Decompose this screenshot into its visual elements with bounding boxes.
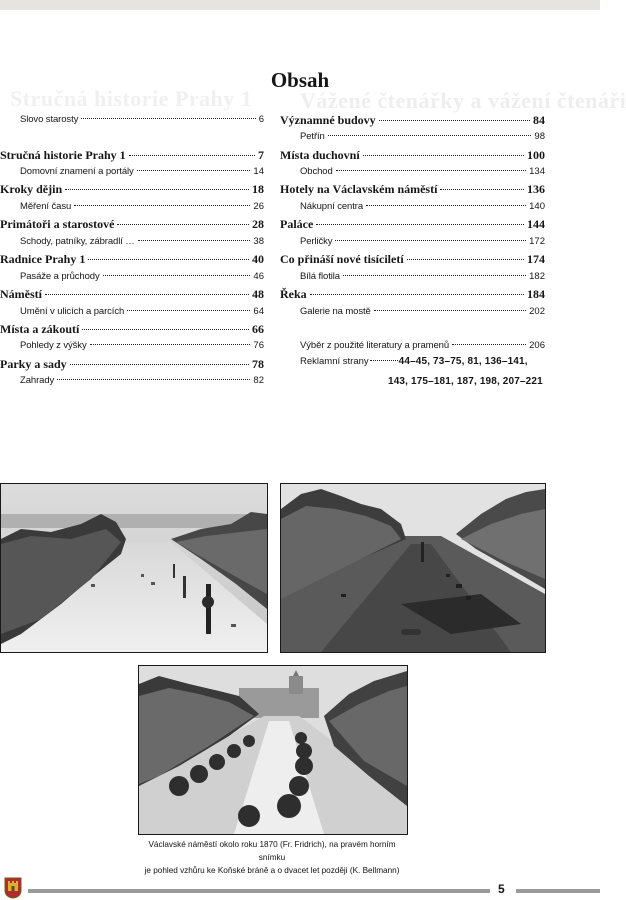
toc-entry-label: Parky a sady xyxy=(0,357,67,371)
toc-entry[interactable] xyxy=(300,201,545,212)
leader-dots xyxy=(117,224,249,225)
toc-entry[interactable] xyxy=(20,114,264,125)
toc-entry[interactable] xyxy=(0,357,264,372)
toc-entry[interactable] xyxy=(0,182,264,197)
toc-entry[interactable] xyxy=(20,271,264,282)
toc-entry[interactable] xyxy=(280,287,545,302)
toc-entry[interactable] xyxy=(280,252,545,267)
toc-entry-page: 184 xyxy=(527,287,545,301)
toc-entry[interactable] xyxy=(20,340,264,351)
toc-entry-label: Co přináší nové tisíciletí xyxy=(280,252,404,266)
leader-dots xyxy=(452,344,526,345)
leader-dots xyxy=(440,189,524,190)
toc-entry-page: 84 xyxy=(533,113,545,127)
toc-entry[interactable] xyxy=(280,217,545,232)
reklamni-label: Reklamní strany xyxy=(300,356,369,367)
toc-entry[interactable] xyxy=(300,166,545,177)
show-through-text-left: Stručná historie Prahy 1 xyxy=(10,86,253,111)
leader-dots xyxy=(366,205,526,206)
leader-dots xyxy=(343,275,526,276)
toc-entry[interactable] xyxy=(20,306,264,317)
toc-entry-label: Náměstí xyxy=(0,287,42,301)
toc-entry-label: Měření času xyxy=(20,201,72,212)
toc-entry-page: 82 xyxy=(253,375,264,386)
toc-entry[interactable] xyxy=(300,271,545,282)
toc-entry-label: Významné budovy xyxy=(280,113,376,127)
leader-dots xyxy=(82,329,249,330)
toc-entry-label: Petřín xyxy=(300,131,325,142)
leader-dots xyxy=(57,379,250,380)
leader-dots xyxy=(310,294,524,295)
toc-entry-label: Domovní znamení a portály xyxy=(20,166,134,177)
toc-entry-label: Řeka xyxy=(280,287,307,301)
toc-entry-label: Stručná historie Prahy 1 xyxy=(0,148,126,162)
prague-coat-of-arms-icon xyxy=(4,877,22,899)
toc-entry-label: Místa a zákoutí xyxy=(0,322,80,336)
toc-entry-label: Umění v ulicích a parcích xyxy=(20,306,125,317)
toc-entry[interactable] xyxy=(0,148,264,163)
leader-dots xyxy=(363,155,524,156)
toc-entry[interactable] xyxy=(0,252,264,267)
leader-dots xyxy=(335,240,526,241)
leader-dots xyxy=(45,294,249,295)
toc-entry-label: Hotely na Václavském náměstí xyxy=(280,182,438,196)
toc-entry-label: Schody, patníky, zábradlí … xyxy=(20,236,135,247)
show-through-text-right: Vážené čtenářky a vážení čtenáři xyxy=(300,88,626,113)
toc-entry-label: Pohledy z výšky xyxy=(20,340,87,351)
toc-entry-label: Zahrady xyxy=(20,375,55,386)
toc-entry-page: 40 xyxy=(252,252,264,266)
toc-entry-label: Perličky xyxy=(300,236,333,247)
leader-dots xyxy=(370,360,398,361)
toc-entry-page: 206 xyxy=(529,340,545,351)
top-edge-band xyxy=(0,0,600,10)
leader-dots xyxy=(103,275,251,276)
toc-entry[interactable] xyxy=(20,166,264,177)
toc-entry-page: 38 xyxy=(253,236,264,247)
leader-dots xyxy=(88,259,249,260)
toc-entry-label: Kroky dějin xyxy=(0,182,63,196)
leader-dots xyxy=(379,120,530,121)
leader-dots xyxy=(316,224,524,225)
toc-entry-label: Výběr z použité literatury a pramenů xyxy=(300,340,450,351)
toc-entry[interactable] xyxy=(0,217,264,232)
historic-photo-square-right xyxy=(280,483,546,653)
toc-entry-label: Obchod xyxy=(300,166,333,177)
leader-dots xyxy=(129,155,255,156)
toc-entry[interactable] xyxy=(280,113,545,128)
photo-caption xyxy=(138,838,406,877)
toc-entry-page: 100 xyxy=(527,148,545,162)
leader-dots xyxy=(407,259,524,260)
toc-entry-page: 18 xyxy=(252,182,264,196)
toc-entry-label: Místa duchovní xyxy=(280,148,360,162)
toc-entry-page: 66 xyxy=(252,322,264,336)
reklamni-pages-line1: 44–45, 73–75, 81, 136–141, xyxy=(398,356,528,367)
leader-dots xyxy=(336,170,526,171)
footer-rule-right xyxy=(516,889,600,893)
toc-entry-label: Primátoři a starostové xyxy=(0,217,115,231)
toc-entry-page: 172 xyxy=(529,236,545,247)
historic-photo-square-left xyxy=(0,483,268,653)
toc-entry-page: 78 xyxy=(252,357,264,371)
leader-dots xyxy=(90,344,251,345)
toc-entry[interactable] xyxy=(0,287,264,302)
toc-entry-page: 28 xyxy=(252,217,264,231)
toc-entry[interactable] xyxy=(300,306,545,317)
toc-entry-page: 182 xyxy=(529,271,545,282)
toc-entry[interactable] xyxy=(20,201,264,212)
leader-dots xyxy=(70,364,249,365)
toc-entry-page: 98 xyxy=(534,131,545,142)
toc-entry-page: 6 xyxy=(258,114,264,125)
toc-entry[interactable] xyxy=(300,131,545,142)
toc-entry[interactable] xyxy=(280,148,545,163)
toc-entry-page: 140 xyxy=(529,201,545,212)
toc-entry-page: 136 xyxy=(527,182,545,196)
toc-entry-page: 26 xyxy=(253,201,264,212)
toc-entry-page: 134 xyxy=(529,166,545,177)
leader-dots xyxy=(81,118,255,119)
page-title: Obsah xyxy=(270,68,330,92)
leader-dots xyxy=(127,310,250,311)
toc-entry[interactable] xyxy=(280,182,545,197)
leader-dots xyxy=(65,189,249,190)
toc-entry-page: 46 xyxy=(253,271,264,282)
toc-entry-page: 14 xyxy=(253,166,264,177)
toc-entry-label: Pasáže a průchody xyxy=(20,271,100,282)
reklamni-pages-line2: 143, 175–181, 187, 198, 207–221 xyxy=(388,376,543,387)
toc-entry-page: 76 xyxy=(253,340,264,351)
toc-entry-page: 202 xyxy=(529,306,545,317)
toc-entry-page: 174 xyxy=(527,252,545,266)
toc-entry-page: 64 xyxy=(253,306,264,317)
toc-entry-label: Bílá flotila xyxy=(300,271,340,282)
leader-dots xyxy=(374,310,526,311)
caption-line-2: je pohled vzhůru ke Koňské bráně a o dvacet let později (K. Bellmann) xyxy=(144,866,400,875)
toc-entry-label: Slovo starosty xyxy=(20,114,79,125)
toc-entry-page: 7 xyxy=(258,148,264,162)
toc-entry-page: 144 xyxy=(527,217,545,231)
toc-entry-label: Radnice Prahy 1 xyxy=(0,252,86,266)
historic-photo-wenceslas-square xyxy=(138,665,408,835)
page-number: 5 xyxy=(498,882,505,896)
toc-entry[interactable] xyxy=(20,375,264,386)
toc-entry[interactable] xyxy=(300,340,545,351)
leader-dots xyxy=(74,205,250,206)
toc-entry-page: 48 xyxy=(252,287,264,301)
toc-entry[interactable] xyxy=(20,236,264,247)
footer-rule-left xyxy=(28,889,490,893)
toc-entry[interactable] xyxy=(300,236,545,247)
leader-dots xyxy=(137,170,251,171)
toc-entry-label: Nákupní centra xyxy=(300,201,364,212)
toc-entry-label: Paláce xyxy=(280,217,314,231)
toc-entry-label: Galerie na mostě xyxy=(300,306,371,317)
leader-dots xyxy=(328,135,532,136)
leader-dots xyxy=(138,240,251,241)
toc-entry[interactable] xyxy=(0,322,264,337)
caption-line-1: Václavské náměstí okolo roku 1870 (Fr. Fridrich), na pravém horním snímku xyxy=(148,840,396,862)
reklamni-strany-entry[interactable] xyxy=(300,356,550,387)
